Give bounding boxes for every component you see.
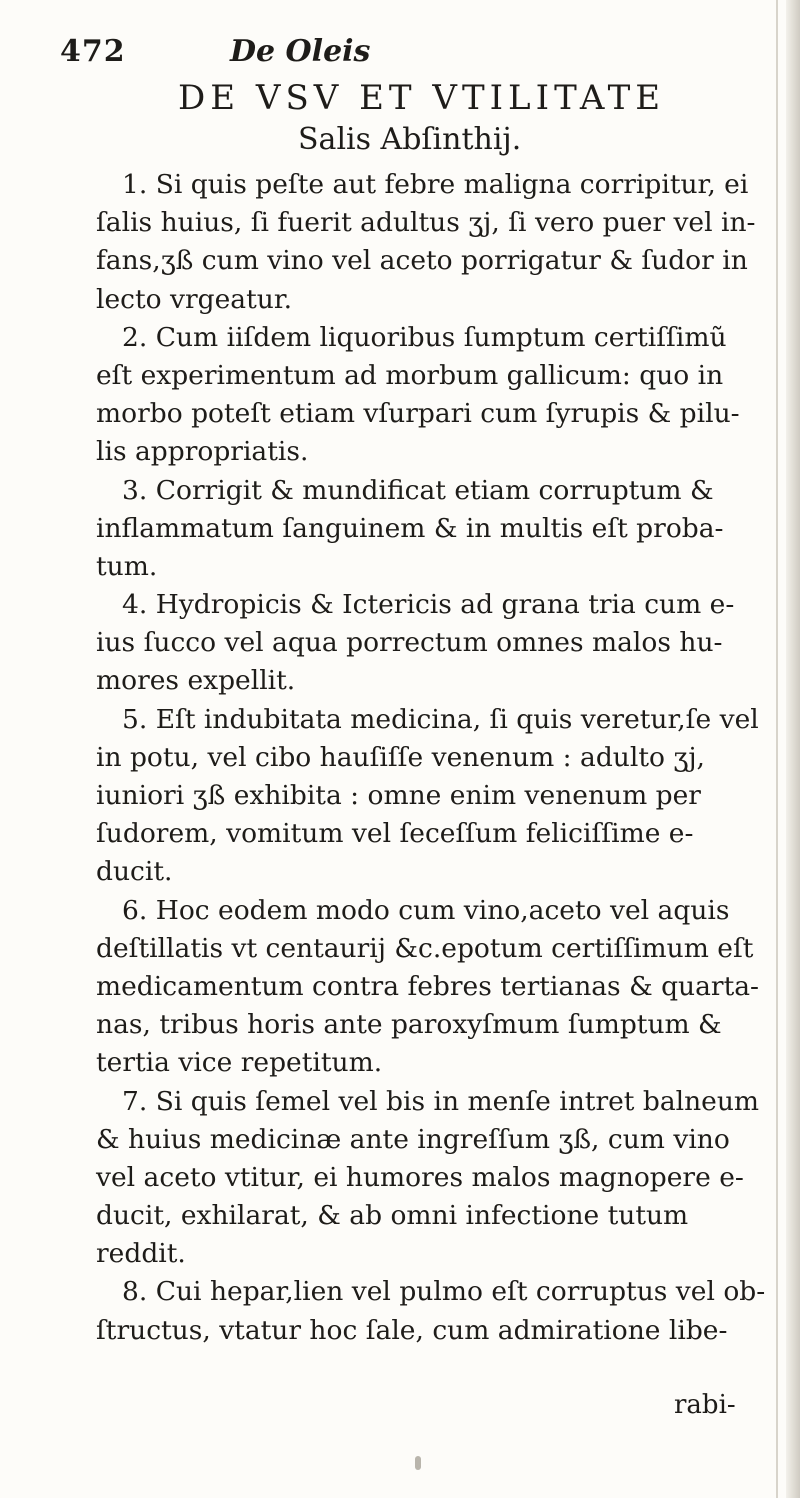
text-line: tertia vice repetitum. [96,1047,383,1079]
text-line: mores expellit. [96,665,296,697]
text-line: lecto vrgeatur. [96,283,293,315]
running-title: De Oleis [230,34,371,69]
printer-mark [415,1456,421,1470]
text-line: inflammatum ſanguinem & in multis eſt proba- [96,512,724,544]
text-line: tum. [96,550,158,582]
text-line: deſtillatis vt centaurij &c.epotum certiſſimum eſt [96,932,754,964]
text-line: ducit, exhilarat, & ab omni infectione tutum [96,1200,689,1232]
text-line: ſtructus, vtatur hoc ſale, cum admiratione libe- [96,1314,728,1346]
text-line: lis appropriatis. [96,436,309,468]
text-line: in potu, vel cibo hauſiſſe venenum : adulto ʒj, [96,741,705,773]
text-line: morbo poteſt etiam vſurpari cum ſyrupis & pilu- [96,398,740,430]
text-line: eſt experimentum ad morbum gallicum: quo in [96,359,724,391]
text-line: 3. Corrigit & mundificat etiam corruptum & [122,474,714,506]
text-line: ius ſucco vel aqua porrectum omnes malos hu- [96,627,723,659]
text-line: fans,ʒß cum vino vel aceto porrigatur & ſudor in [96,245,748,277]
text-line: 7. Si quis ſemel vel bis in menſe intret balneum [122,1085,760,1117]
body-text [96,166,786,1350]
section-heading: DE VSV ET VTILITATE [178,78,666,118]
text-line: 5. Eſt indubitata medicina, ſi quis veretur,ſe vel [122,703,759,735]
text-line: vel aceto vtitur, ei humores malos magnopere e- [96,1161,744,1193]
text-line: nas, tribus horis ante paroxyſmum ſumptum & [96,1009,722,1041]
text-line: ſalis huius, ſi fuerit adultus ʒj, ſi vero puer vel in- [96,207,756,239]
text-line: 6. Hoc eodem modo cum vino,aceto vel aquis [122,894,730,926]
text-line: reddit. [96,1238,186,1270]
catchword: rabi- [674,1390,736,1420]
section-subheading: Salis Abſinthij. [298,122,522,157]
page-number: 472 [60,34,126,69]
text-line: 8. Cui hepar,lien vel pulmo eſt corruptus vel ob- [122,1276,766,1308]
text-line: 2. Cum iiſdem liquoribus ſumptum certiſſimũ [122,321,727,353]
text-line: ſudorem, vomitum vel ſeceſſum feliciſſime e- [96,818,694,850]
text-line: 4. Hydropicis & Ictericis ad grana tria cum e- [122,589,735,621]
text-line: medicamentum contra febres tertianas & quarta- [96,970,759,1002]
text-line: ducit. [96,856,173,888]
text-line: 1. Si quis peſte aut febre maligna corripitur, ei [122,169,749,200]
text-line: iuniori ʒß exhibita : omne enim venenum per [96,780,701,811]
page-edge-shadow [786,0,800,1498]
text-line: & huius medicinæ ante ingreſſum ʒß, cum vino [96,1123,730,1155]
running-head [60,34,760,74]
